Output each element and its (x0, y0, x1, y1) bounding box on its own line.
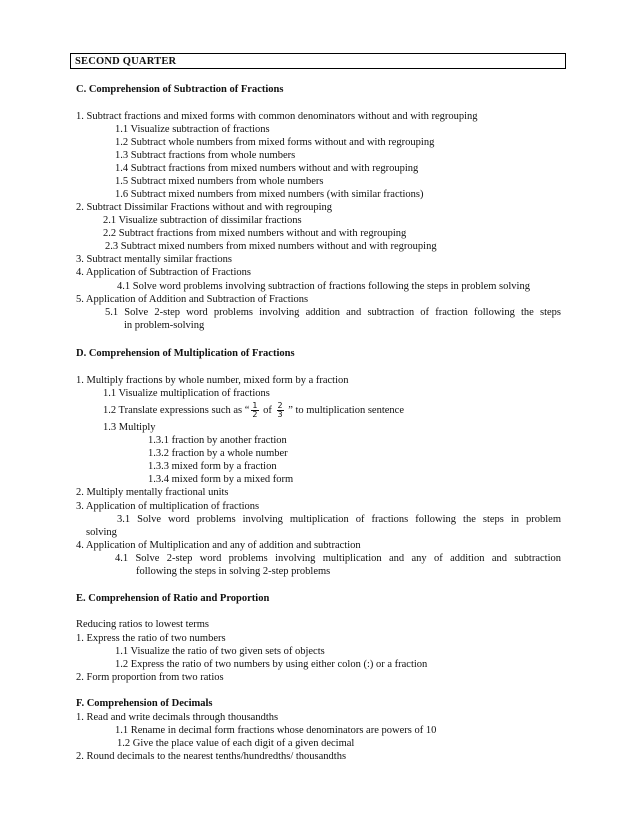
list-item: 1.1 Rename in decimal form fractions whose denominators are powers of 10 (115, 725, 437, 736)
list-item: 5. Application of Addition and Subtraction of Fractions (76, 294, 309, 305)
list-item-continuation: following the steps in solving 2-step problems (136, 566, 331, 577)
quarter-heading: SECOND QUARTER (75, 56, 177, 67)
list-item: 1.1 Visualize subtraction of fractions (115, 124, 270, 135)
list-item: 1.4 Subtract fractions from mixed numbers without and with regrouping (115, 163, 419, 174)
list-item: 2.3 Subtract mixed numbers from mixed numbers without and with regrouping (105, 241, 437, 252)
list-item: 2. Round decimals to the nearest tenths/hundredths/ thousandths (76, 751, 347, 762)
list-item: 1.3 Subtract fractions from whole numbers (115, 150, 296, 161)
list-item: 2. Form proportion from two ratios (76, 672, 224, 683)
list-item: 4. Application of Multiplication and any of addition and subtraction (76, 540, 361, 551)
list-item-continuation: solving (86, 527, 117, 538)
list-item: 4.1 Solve word problems involving subtraction of fractions following the steps in problem solving (117, 281, 530, 292)
list-item: 2. Subtract Dissimilar Fractions without and with regrouping (76, 202, 333, 213)
list-item: 2. Multiply mentally fractional units (76, 487, 229, 498)
list-item: 1. Subtract fractions and mixed forms with common denominators without and with regrouping (76, 111, 478, 122)
list-item: 1.3.4 mixed form by a mixed form (148, 474, 294, 485)
list-item: 3. Application of multiplication of fractions (76, 501, 260, 512)
list-item: 3.1 Solve word problems involving multiplication of fractions following the steps in problem (117, 514, 561, 525)
list-item: 1. Express the ratio of two numbers (76, 633, 226, 644)
fraction-denominator: 2 (252, 410, 258, 419)
list-item: 1.3.2 fraction by a whole number (148, 448, 288, 459)
list-item: 1.3.3 mixed form by a fraction (148, 461, 277, 472)
list-item: 4.1 Solve 2-step word problems involving multiplication and any of addition and subtraction (115, 553, 561, 564)
section-e-intro: Reducing ratios to lowest terms (76, 619, 209, 630)
fraction-numerator: 1 (252, 401, 258, 410)
list-item: 1.3 Multiply (103, 422, 156, 433)
list-item: 5.1 Solve 2-step word problems involving addition and subtraction of fraction following the steps (105, 307, 561, 318)
list-item: 1.6 Subtract mixed numbers from mixed numbers (with similar fractions) (115, 189, 424, 200)
translate-text-pre: 1.2 Translate expressions such as “ (103, 404, 250, 416)
fraction-numerator: 2 (277, 401, 283, 410)
fraction-two-thirds (277, 402, 284, 419)
list-item: 3. Subtract mentally similar fractions (76, 254, 233, 265)
quarter-header-box (70, 53, 566, 69)
translate-text-of: of (263, 404, 272, 416)
list-item: 1.5 Subtract mixed numbers from whole numbers (115, 176, 324, 187)
list-item-translate-expressions (103, 402, 404, 419)
list-item: 1.2 Give the place value of each digit of a given decimal (117, 738, 355, 749)
list-item: 1. Multiply fractions by whole number, mixed form by a fraction (76, 375, 349, 386)
list-item: 2.2 Subtract fractions from mixed numbers without and with regrouping (103, 228, 407, 239)
translate-text-post: ” to multiplication sentence (288, 404, 404, 416)
list-item: 1.2 Express the ratio of two numbers by using either colon (:) or a fraction (115, 659, 428, 670)
section-f-title: F. Comprehension of Decimals (76, 698, 213, 709)
list-item: 1.3.1 fraction by another fraction (148, 435, 287, 446)
section-d-title: D. Comprehension of Multiplication of Fractions (76, 348, 295, 359)
list-item: 2.1 Visualize subtraction of dissimilar fractions (103, 215, 302, 226)
list-item-continuation: in problem-solving (124, 320, 205, 331)
list-item: 4. Application of Subtraction of Fractions (76, 267, 251, 278)
list-item: 1.2 Subtract whole numbers from mixed forms without and with regrouping (115, 137, 435, 148)
list-item: 1. Read and write decimals through thousandths (76, 712, 279, 723)
section-e-title: E. Comprehension of Ratio and Proportion (76, 593, 270, 604)
list-item: 1.1 Visualize multiplication of fractions (103, 388, 270, 399)
list-item: 1.1 Visualize the ratio of two given sets of objects (115, 646, 325, 657)
section-c-title: C. Comprehension of Subtraction of Fractions (76, 84, 284, 95)
fraction-denominator: 3 (277, 410, 283, 419)
fraction-one-half (251, 402, 258, 419)
